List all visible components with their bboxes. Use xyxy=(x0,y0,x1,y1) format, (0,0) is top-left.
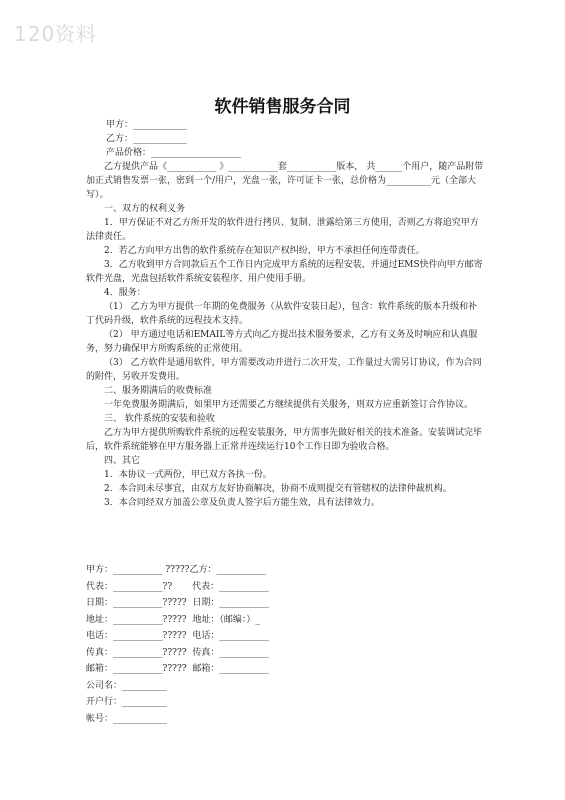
sig-line-date: 日期：___________????? 日期：___________ xyxy=(86,598,269,608)
header-field-party-a: 甲方：____________ xyxy=(106,120,188,130)
contract-body xyxy=(86,118,484,510)
page-title: 软件销售服务合同 xyxy=(214,97,351,117)
header-field-party-b: 乙方：____________ xyxy=(106,134,188,144)
sig-line-bank: 开户行：__________ xyxy=(86,697,168,707)
paragraph-fees: 一年免费服务期满后，如果甲方还需要乙方继续提供有关服务，则双方应重新签订合作协议。 xyxy=(104,400,474,410)
sig-line-company: 公司名：__________ xyxy=(86,680,168,691)
sig-line-email: 邮箱：___________????? 邮箱：___________ xyxy=(86,664,269,674)
watermark-logo: 120资料 xyxy=(14,22,98,46)
paragraph-install: 乙方为甲方提供所购软件系统的远程安装服务，甲方需事先做好相关的技术准备。安装调试完毕后，软件系统能够在甲方服务器上正常并连续运行10个工作日即为验收合格。 xyxy=(86,428,483,452)
section-heading-other: 四、其它 xyxy=(104,456,141,466)
sig-line-phone: 电话：___________????? 电话：___________ xyxy=(86,631,269,641)
clause-2: 2．若乙方向甲方出售的软件系统存在知识产权纠纷，甲方不承担任何连带责任。 xyxy=(104,246,425,256)
clause-4: 4．服务： xyxy=(104,288,146,298)
header-field-price: 产品价格：____________________ xyxy=(106,148,242,158)
sig-line-party: 甲方：___________ ?????乙方：___________ xyxy=(86,565,266,575)
signature-block xyxy=(86,562,484,727)
section-heading-rights: 一、双方的权利义务 xyxy=(104,204,186,214)
service-item-2: （2） 甲方通过电话和EMAIL等方式向乙方提出技术服务要求，乙方有义务及时响应和认真服务，努力确保甲方所购系统的正常使用。 xyxy=(86,330,478,354)
other-clause-2: 2．本合同未尽事宜，由双方友好协商解决，协商不成则提交有管辖权的法律仲裁机构。 xyxy=(104,484,452,494)
sig-line-address: 地址：___________????? 地址：（邮编：）_ xyxy=(86,614,260,625)
section-heading-fees: 二、服务期满后的收费标准 xyxy=(104,386,213,396)
service-item-1: （1） 乙方为甲方提供一年期的免费服务（从软件安装日起），包含：软件系统的版本升级和补丁代码升级，软件系统的远程技术支持。 xyxy=(86,302,478,326)
service-item-3: （3） 乙方软件是通用软件，甲方需要改动并进行二次开发，工作量过大需另订协议，作为合同的附件，另收开发费用。 xyxy=(86,358,482,382)
paragraph-product: 乙方提供产品《___________ 》___________套___________版本， 共______个用户，随产品附带加正式销售发票一张，密到一个/用户，光盘一张，许可证卡一张，总价格为__________元（全部大写）。 xyxy=(86,162,484,200)
other-clause-1: 1．本协议一式两份，甲已双方各执一份。 xyxy=(104,470,272,480)
sig-line-account: 帐号：____________ xyxy=(86,713,168,724)
other-clause-3: 3．本合同经双方加盖公章及负责人签字后方能生效，具有法律效力。 xyxy=(104,498,380,508)
clause-1: 1．甲方保证不对乙方所开发的软件进行拷贝、复制、泄露给第三方使用，否则乙方将追究甲方法律责任。 xyxy=(86,218,479,242)
sig-line-representative: 代表：___________?? 代表：___________ xyxy=(86,581,269,592)
sig-line-fax: 传真：___________????? 传真：___________ xyxy=(86,647,269,658)
section-heading-install: 三、 软件系统的安装和验收 xyxy=(104,414,215,424)
clause-3: 3．乙方收到甲方合同款后五个工作日内完成甲方系统的远程安装，并通过EMS快件向甲方邮寄软件光盘，光盘包括软件系统安装程序、用户使用手册。 xyxy=(86,260,483,284)
